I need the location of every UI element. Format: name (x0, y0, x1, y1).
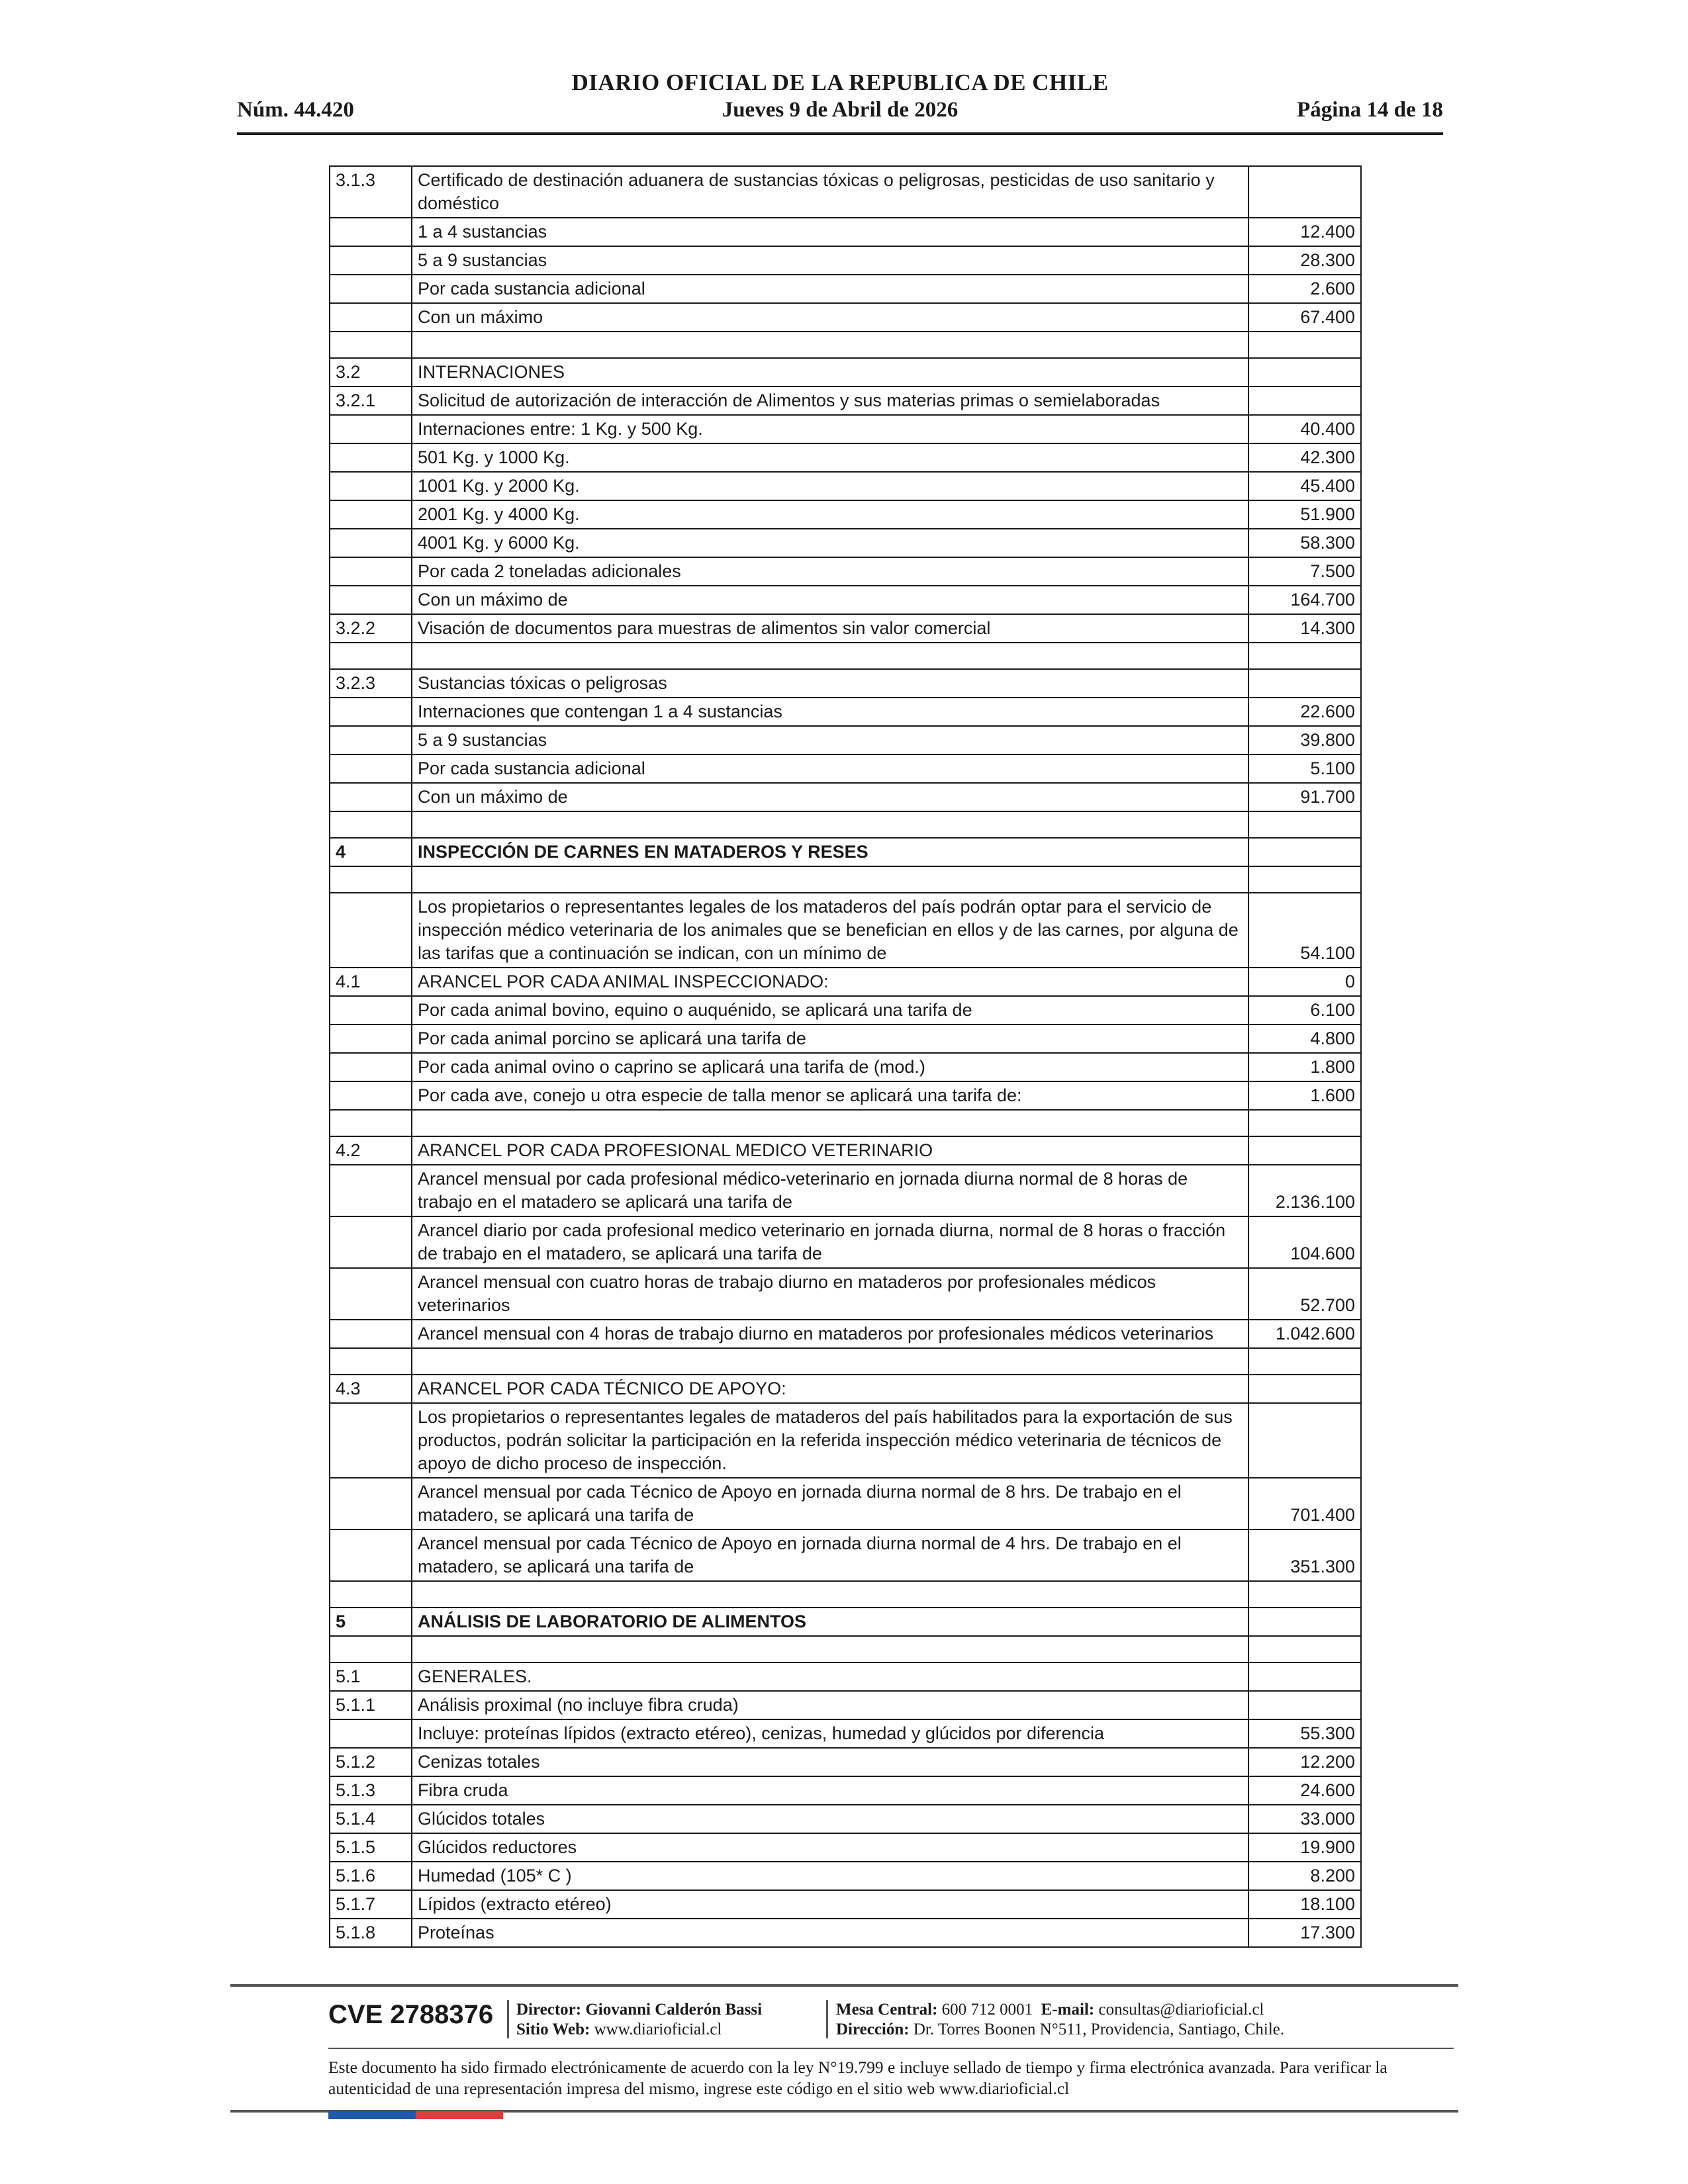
row-description: Cenizas totales (412, 1748, 1248, 1776)
row-amount (1248, 811, 1361, 838)
table-row-blank (330, 1110, 1361, 1136)
footer-divider (328, 2048, 1454, 2049)
director-block (516, 2000, 762, 2040)
table-row (330, 472, 1361, 500)
row-number (330, 443, 412, 472)
row-description: Internaciones que contengan 1 a 4 sustancias (412, 698, 1248, 726)
row-number (330, 698, 412, 726)
publication-title: DIARIO OFICIAL DE LA REPUBLICA DE CHILE (571, 69, 1109, 95)
table-row (330, 1081, 1361, 1110)
row-amount: 39.800 (1248, 726, 1361, 754)
row-amount: 8.200 (1248, 1862, 1361, 1890)
row-amount: 33.000 (1248, 1805, 1361, 1833)
row-description: Con un máximo (412, 303, 1248, 332)
table-row (330, 698, 1361, 726)
row-description: 2001 Kg. y 4000 Kg. (412, 500, 1248, 529)
table-row (330, 1862, 1361, 1890)
table-row (330, 726, 1361, 754)
row-description: Los propietarios o representantes legales de los mataderos del país podrán optar para el servicio de inspección médico veterinaria de los animales que se benefician en ellos y de las carnes, por alguna de las tarifas que a continuación se indican, con un mínimo de (412, 893, 1248, 968)
phone-label: Mesa Central: (836, 2001, 938, 2019)
row-number (330, 1268, 412, 1320)
row-amount: 67.400 (1248, 303, 1361, 332)
table-row (330, 529, 1361, 557)
row-amount: 54.100 (1248, 893, 1361, 968)
row-description: Con un máximo de (412, 586, 1248, 614)
row-number (330, 1165, 412, 1216)
row-description: Sustancias tóxicas o peligrosas (412, 669, 1248, 698)
row-amount: 1.600 (1248, 1081, 1361, 1110)
table-row (330, 1662, 1361, 1691)
row-amount: 58.300 (1248, 529, 1361, 557)
row-description (412, 332, 1248, 358)
row-number (330, 303, 412, 332)
page-header (237, 69, 1443, 135)
phone-value: 600 712 0001 (941, 2001, 1033, 2019)
row-number (330, 893, 412, 968)
row-amount (1248, 358, 1361, 387)
table-row (330, 1320, 1361, 1348)
row-amount: 0 (1248, 968, 1361, 996)
row-amount (1248, 669, 1361, 698)
row-number (330, 643, 412, 669)
row-number (330, 1320, 412, 1348)
table-row (330, 1719, 1361, 1748)
email-label: E-mail: (1041, 2001, 1095, 2019)
row-description: Arancel mensual por cada profesional médico-veterinario en jornada diurna normal de 8 horas de trabajo en el matadero se aplicará una tarifa de (412, 1165, 1248, 1216)
address-value: Dr. Torres Boonen N°511, Providencia, Santiago, Chile. (913, 2021, 1285, 2038)
table-row-blank (330, 1581, 1361, 1608)
row-amount (1248, 866, 1361, 893)
tariff-table (329, 165, 1362, 1948)
row-amount: 52.700 (1248, 1268, 1361, 1320)
row-description: Arancel diario por cada profesional medico veterinario en jornada diurna, normal de 8 horas o fracción de trabajo en el matadero, se aplicará una tarifa de (412, 1216, 1248, 1268)
row-description: ARANCEL POR CADA PROFESIONAL MEDICO VETERINARIO (412, 1136, 1248, 1165)
row-description (412, 811, 1248, 838)
row-amount: 351.300 (1248, 1529, 1361, 1581)
table-row-blank (330, 866, 1361, 893)
table-row (330, 1890, 1361, 1919)
table-row (330, 218, 1361, 246)
row-number (330, 529, 412, 557)
table-row (330, 246, 1361, 275)
row-description: Certificado de destinación aduanera de sustancias tóxicas o peligrosas, pesticidas de uso sanitario y doméstico (412, 166, 1248, 218)
row-number: 5.1.8 (330, 1919, 412, 1947)
row-number (330, 500, 412, 529)
row-description (412, 1110, 1248, 1136)
row-amount: 7.500 (1248, 557, 1361, 586)
table-row (330, 166, 1361, 218)
row-amount: 1.042.600 (1248, 1320, 1361, 1348)
table-row (330, 1216, 1361, 1268)
row-number: 4.1 (330, 968, 412, 996)
table-row-blank (330, 1636, 1361, 1662)
row-number (330, 1216, 412, 1268)
table-row (330, 415, 1361, 443)
footer-separator (507, 2000, 509, 2038)
row-description: Análisis proximal (no incluye fibra cruda) (412, 1691, 1248, 1719)
contact-block (836, 2000, 1284, 2040)
table-row (330, 557, 1361, 586)
row-description: INSPECCIÓN DE CARNES EN MATADEROS Y RESES (412, 838, 1248, 866)
table-row (330, 1919, 1361, 1947)
row-amount (1248, 1403, 1361, 1478)
table-row (330, 1691, 1361, 1719)
row-number (330, 1636, 412, 1662)
row-number (330, 332, 412, 358)
row-description: 4001 Kg. y 6000 Kg. (412, 529, 1248, 557)
row-amount: 104.600 (1248, 1216, 1361, 1268)
table-row (330, 783, 1361, 811)
row-number: 5.1.1 (330, 1691, 412, 1719)
row-number: 4.3 (330, 1375, 412, 1403)
row-amount: 51.900 (1248, 500, 1361, 529)
director-label: Director: (516, 2001, 582, 2019)
table-row (330, 1833, 1361, 1862)
row-description: Visación de documentos para muestras de alimentos sin valor comercial (412, 614, 1248, 643)
table-row (330, 500, 1361, 529)
row-number: 3.2.1 (330, 387, 412, 415)
table-row (330, 387, 1361, 415)
flag-bar-blue (328, 2111, 416, 2119)
row-description (412, 1348, 1248, 1375)
row-amount: 12.200 (1248, 1748, 1361, 1776)
row-amount (1248, 1110, 1361, 1136)
row-description: Glúcidos reductores (412, 1833, 1248, 1862)
row-description: 5 a 9 sustancias (412, 246, 1248, 275)
issue-number: Núm. 44.420 (237, 98, 354, 122)
row-amount: 4.800 (1248, 1024, 1361, 1053)
row-number (330, 1081, 412, 1110)
row-description: GENERALES. (412, 1662, 1248, 1691)
row-description: Arancel mensual por cada Técnico de Apoyo en jornada diurna normal de 4 hrs. De trabajo en el matadero, se aplicará una tarifa de (412, 1529, 1248, 1581)
table-row (330, 586, 1361, 614)
director-name: Giovanni Calderón Bassi (585, 2001, 763, 2019)
row-description (412, 866, 1248, 893)
row-description: Glúcidos totales (412, 1805, 1248, 1833)
footer-top-rule (230, 1984, 1458, 1987)
row-description: Incluye: proteínas lípidos (extracto etéreo), cenizas, humedad y glúcidos por diferencia (412, 1719, 1248, 1748)
row-description: Internaciones entre: 1 Kg. y 500 Kg. (412, 415, 1248, 443)
table-row (330, 968, 1361, 996)
row-amount: 701.400 (1248, 1478, 1361, 1529)
table-row (330, 1478, 1361, 1529)
row-number (330, 275, 412, 303)
page-footer (230, 1984, 1458, 2116)
row-amount (1248, 643, 1361, 669)
row-amount (1248, 1375, 1361, 1403)
row-number: 3.2.3 (330, 669, 412, 698)
table-row (330, 1776, 1361, 1805)
table-row (330, 1165, 1361, 1216)
row-number (330, 1024, 412, 1053)
table-row (330, 1529, 1361, 1581)
row-amount: 1.800 (1248, 1053, 1361, 1081)
row-amount: 42.300 (1248, 443, 1361, 472)
row-number (330, 811, 412, 838)
row-number: 4 (330, 838, 412, 866)
table-row (330, 1805, 1361, 1833)
row-amount: 40.400 (1248, 415, 1361, 443)
table-row-blank (330, 1348, 1361, 1375)
table-row (330, 443, 1361, 472)
table-row (330, 754, 1361, 783)
masthead (237, 69, 1443, 123)
table-row-blank (330, 811, 1361, 838)
row-amount (1248, 1581, 1361, 1608)
table-row (330, 358, 1361, 387)
row-number (330, 246, 412, 275)
row-number: 4.2 (330, 1136, 412, 1165)
row-number: 5.1 (330, 1662, 412, 1691)
row-number: 5.1.7 (330, 1890, 412, 1919)
row-description: ANÁLISIS DE LABORATORIO DE ALIMENTOS (412, 1608, 1248, 1636)
row-number: 5 (330, 1608, 412, 1636)
email-link[interactable]: consultas@diarioficial.cl (1098, 2001, 1264, 2019)
row-description: Humedad (105* C ) (412, 1862, 1248, 1890)
row-amount: 19.900 (1248, 1833, 1361, 1862)
row-description: ARANCEL POR CADA TÉCNICO DE APOYO: (412, 1375, 1248, 1403)
table-row (330, 1748, 1361, 1776)
table-row (330, 1375, 1361, 1403)
row-description: Por cada sustancia adicional (412, 275, 1248, 303)
row-number (330, 726, 412, 754)
row-amount: 5.100 (1248, 754, 1361, 783)
row-description: 1001 Kg. y 2000 Kg. (412, 472, 1248, 500)
row-description: 5 a 9 sustancias (412, 726, 1248, 754)
row-number (330, 415, 412, 443)
row-amount (1248, 1136, 1361, 1165)
table-row (330, 893, 1361, 968)
row-amount: 2.600 (1248, 275, 1361, 303)
row-number: 3.1.3 (330, 166, 412, 218)
row-number: 5.1.5 (330, 1833, 412, 1862)
address-label: Dirección: (836, 2021, 910, 2038)
page-number: Página 14 de 18 (1297, 98, 1443, 122)
row-description: Por cada ave, conejo u otra especie de talla menor se aplicará una tarifa de: (412, 1081, 1248, 1110)
row-amount (1248, 332, 1361, 358)
row-description: Fibra cruda (412, 1776, 1248, 1805)
website-link[interactable]: www.diarioficial.cl (594, 2021, 722, 2038)
row-amount: 91.700 (1248, 783, 1361, 811)
table-row (330, 669, 1361, 698)
row-number (330, 218, 412, 246)
table-row-blank (330, 332, 1361, 358)
row-number (330, 586, 412, 614)
table-row (330, 1403, 1361, 1478)
row-description: Por cada animal ovino o caprino se aplicará una tarifa de (mod.) (412, 1053, 1248, 1081)
row-description: Solicitud de autorización de interacción de Alimentos y sus materias primas o semielaboradas (412, 387, 1248, 415)
row-number (330, 1478, 412, 1529)
row-amount: 18.100 (1248, 1890, 1361, 1919)
row-number (330, 1719, 412, 1748)
tariff-table-body (330, 166, 1361, 1947)
table-row (330, 1268, 1361, 1320)
row-amount: 17.300 (1248, 1919, 1361, 1947)
row-number (330, 996, 412, 1024)
table-row (330, 1024, 1361, 1053)
row-number (330, 783, 412, 811)
row-number (330, 1581, 412, 1608)
table-row (330, 1053, 1361, 1081)
row-number (330, 866, 412, 893)
row-description: ARANCEL POR CADA ANIMAL INSPECCIONADO: (412, 968, 1248, 996)
row-amount (1248, 166, 1361, 218)
table-row-blank (330, 643, 1361, 669)
row-amount: 6.100 (1248, 996, 1361, 1024)
row-description: INTERNACIONES (412, 358, 1248, 387)
cve-code: CVE 2788376 (328, 2000, 494, 2029)
row-number: 5.1.3 (330, 1776, 412, 1805)
publication-date: Jueves 9 de Abril de 2026 (722, 98, 959, 122)
row-number (330, 557, 412, 586)
row-number: 3.2 (330, 358, 412, 387)
row-description: Por cada animal porcino se aplicará una tarifa de (412, 1024, 1248, 1053)
table-row (330, 996, 1361, 1024)
row-amount: 22.600 (1248, 698, 1361, 726)
row-description (412, 1581, 1248, 1608)
row-description: Por cada 2 toneladas adicionales (412, 557, 1248, 586)
row-description: Arancel mensual por cada Técnico de Apoyo en jornada diurna normal de 8 hrs. De trabajo en el matadero, se aplicará una tarifa de (412, 1478, 1248, 1529)
row-amount (1248, 1691, 1361, 1719)
row-description (412, 643, 1248, 669)
row-amount (1248, 838, 1361, 866)
row-amount: 14.300 (1248, 614, 1361, 643)
row-number (330, 1348, 412, 1375)
row-number: 5.1.6 (330, 1862, 412, 1890)
row-description: Por cada sustancia adicional (412, 754, 1248, 783)
row-number (330, 754, 412, 783)
row-description: Por cada animal bovino, equino o auquénido, se aplicará una tarifa de (412, 996, 1248, 1024)
row-description: Arancel mensual con cuatro horas de trabajo diurno en mataderos por profesionales médicos veterinarios (412, 1268, 1248, 1320)
row-amount: 164.700 (1248, 586, 1361, 614)
row-amount (1248, 387, 1361, 415)
row-amount: 2.136.100 (1248, 1165, 1361, 1216)
row-description: Con un máximo de (412, 783, 1248, 811)
table-row (330, 1136, 1361, 1165)
table-row (330, 1608, 1361, 1636)
table-row (330, 614, 1361, 643)
row-description: 501 Kg. y 1000 Kg. (412, 443, 1248, 472)
row-number (330, 1403, 412, 1478)
row-amount (1248, 1348, 1361, 1375)
row-amount (1248, 1636, 1361, 1662)
row-number (330, 1053, 412, 1081)
row-description: Lípidos (extracto etéreo) (412, 1890, 1248, 1919)
table-row (330, 838, 1361, 866)
row-number: 3.2.2 (330, 614, 412, 643)
row-number (330, 1110, 412, 1136)
row-amount: 55.300 (1248, 1719, 1361, 1748)
row-number: 5.1.2 (330, 1748, 412, 1776)
flag-bar-red (416, 2111, 503, 2119)
website-label: Sitio Web: (516, 2021, 590, 2038)
row-description: Proteínas (412, 1919, 1248, 1947)
row-amount: 28.300 (1248, 246, 1361, 275)
row-description: 1 a 4 sustancias (412, 218, 1248, 246)
row-amount: 45.400 (1248, 472, 1361, 500)
row-amount (1248, 1608, 1361, 1636)
row-description: Los propietarios o representantes legales de mataderos del país habilitados para la exportación de sus productos, podrán solicitar la participación en la referida inspección médico veterinaria de técnicos de apoyo de dicho proceso de inspección. (412, 1403, 1248, 1478)
row-amount: 12.400 (1248, 218, 1361, 246)
row-number: 5.1.4 (330, 1805, 412, 1833)
row-number (330, 1529, 412, 1581)
row-amount: 24.600 (1248, 1776, 1361, 1805)
row-description (412, 1636, 1248, 1662)
legal-notice: Este documento ha sido firmado electrónicamente de acuerdo con la ley N°19.799 e incluye sellado de tiempo y firma electrónica avanzada. Para verificar la autenticidad de una representación impresa del mismo, ingrese este código en el sitio web www.diarioficial.cl (328, 2058, 1387, 2098)
row-amount (1248, 1662, 1361, 1691)
row-description: Arancel mensual con 4 horas de trabajo diurno en mataderos por profesionales médicos veterinarios (412, 1320, 1248, 1348)
row-number (330, 472, 412, 500)
table-row (330, 303, 1361, 332)
table-row (330, 275, 1361, 303)
footer-separator (826, 2000, 828, 2038)
